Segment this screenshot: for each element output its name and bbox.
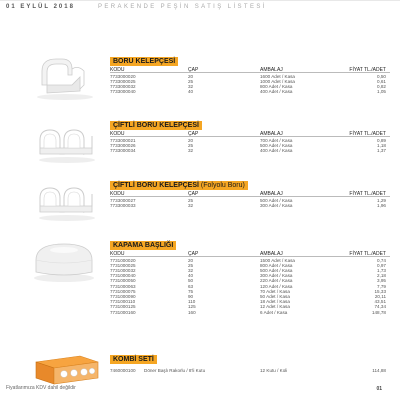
cell-fiyat: 0,50 [377,73,386,79]
cell-fiyat: 1,37 [377,147,386,153]
cell-fiyat: 15,33 [374,288,386,294]
cell-cap: 25 [188,78,194,84]
header-date: 01 EYLÜL 2018 [6,4,75,10]
table-header [110,191,390,197]
cell-fiyat: 0,61 [377,78,386,84]
col-kod: KODU [110,131,125,137]
cell-cap: 25 [188,142,194,148]
cell-ambalaj: 1600 Adet / Kasa [260,73,295,79]
table-row [110,203,390,208]
cell-kod: 7733000027 [110,197,136,203]
cell-ambalaj: 300 Adet / Kasa [260,273,293,279]
cell-kod: 7731000025 [110,262,136,268]
end-cap-image [30,238,98,284]
section-title-kombi-seti: KOMBİ SETİ [110,355,157,364]
col-cap: ÇAP [188,131,199,137]
cell-ambalaj: 400 Adet / Kasa [260,89,293,95]
cell-ambalaj: 12 Kutu / Koli [260,368,288,373]
section-title-ciftli-boru-kelepcesi-folyolu: ÇİFTLİ BORU KELEPÇESİ (Folyolu Boru) [110,181,248,190]
cell-cap: 110 [188,299,196,305]
cell-kod: 7733000033 [110,202,136,208]
cell-fiyat: 7,79 [377,283,386,289]
cell-fiyat: 1,05 [377,89,386,95]
cell-fiyat: 0,89 [377,137,386,143]
cell-kod: 7733000034 [110,147,136,153]
combi-set-box-image [32,350,102,386]
cell-ambalaj: 1500 Adet / Kasa [260,257,295,263]
cell-ambalaj: 18 Adet / Kasa [260,299,290,305]
footer-note: Fiyatlarımıza KDV dahil değildir [6,385,76,391]
cell-kod: 7733000021 [110,137,136,143]
cell-fiyat: 0,97 [377,262,386,268]
cell-kod: 7733000025 [110,78,136,84]
cell-ambalaj: 1000 Adet / Kasa [260,78,295,84]
header-title: PERAKENDE PEŞİN SATIŞ LİSTESİ [98,4,267,10]
cell-kod: 7731000125 [110,304,136,310]
cell-kod: 7733000032 [110,83,136,89]
cell-cap: 25 [188,197,194,203]
section-subtitle: (Folyolu Boru) [200,182,245,189]
cell-fiyat: 43,51 [374,299,386,305]
col-ambalaj: AMBALAJ [260,131,283,137]
cell-ambalaj: 220 Adet / Kasa [260,278,293,284]
cell-ambalaj: 800 Adet / Kasa [260,83,293,89]
cell-kod: 7731000040 [110,273,136,279]
cell-fiyat: 1,29 [377,197,386,203]
cell-cap: 20 [188,257,194,263]
col-cap: ÇAP [188,191,199,197]
pipe-clamp-image [32,55,98,101]
cell-cap: 32 [188,267,194,273]
double-pipe-clamp-image [34,120,100,166]
cell-ambalaj: 6 Adet / Kasa [260,309,288,315]
cell-fiyat: 2,18 [377,273,386,279]
col-cap: ÇAP [188,251,199,257]
cell-fiyat: 1,96 [377,202,386,208]
cell-cap: 125 [188,304,196,310]
page-header [0,0,400,14]
cell-cap: 32 [188,83,194,89]
cell-cap: 63 [188,283,194,289]
table-header [110,251,390,257]
cell-ambalaj: 500 Adet / Kasa [260,267,293,273]
cell-kod: 7733000040 [110,89,136,95]
cell-fiyat: 114,88 [372,368,386,373]
table-header [110,67,390,73]
cell-fiyat: 1,73 [377,267,386,273]
cell-cap: 32 [188,147,194,153]
cell-cap: 90 [188,293,194,299]
cell-cap: 50 [188,278,194,284]
cell-cap: Döner Başlı Rakorlu / 8'li Kutu [144,368,206,373]
cell-fiyat: 1,18 [377,142,386,148]
cell-ambalaj: 700 Adet / Kasa [260,137,293,143]
page-number: 01 [376,386,382,392]
cell-cap: 25 [188,262,194,268]
col-fiyat: FİYAT TL./ADET [349,251,386,257]
cell-kod: 7731000075 [110,288,136,294]
table-row [110,368,390,373]
cell-ambalaj: 50 Adet / Kasa [260,293,290,299]
cell-ambalaj: 12 Adet / Kasa [260,304,290,310]
col-fiyat: FİYAT TL./ADET [349,131,386,137]
table-row [110,89,390,94]
cell-kod: 7731000160 [110,309,136,315]
section-title-boru-kelepcesi: BORU KELEPÇESİ [110,57,178,66]
cell-fiyat: 20,11 [374,293,386,299]
double-pipe-clamp-foil-image [34,178,100,224]
cell-ambalaj: 120 Adet / Kasa [260,283,293,289]
cell-kod: 7731000032 [110,267,136,273]
cell-cap: 32 [188,202,194,208]
cell-fiyat: 0,82 [377,83,386,89]
cell-ambalaj: 300 Adet / Kasa [260,202,293,208]
cell-ambalaj: 500 Adet / Kasa [260,142,293,148]
cell-kod: 7733000020 [110,73,136,79]
table-row [110,310,390,315]
col-cap: ÇAP [188,67,199,73]
cell-ambalaj: 800 Adet / Kasa [260,262,293,268]
cell-ambalaj: 500 Adet / Kasa [260,197,293,203]
cell-kod: 7731000090 [110,293,136,299]
cell-fiyat: 0,74 [377,257,386,263]
cell-ambalaj: 70 Adet / Kasa [260,288,290,294]
cell-cap: 40 [188,89,194,95]
section-title-ciftli-boru-kelepcesi: ÇİFTLİ BORU KELEPÇESİ [110,121,202,130]
col-ambalaj: AMBALAJ [260,191,283,197]
cell-ambalaj: 400 Adet / Kasa [260,147,293,153]
cell-cap: 40 [188,273,194,279]
cell-kod: 7731000020 [110,257,136,263]
col-ambalaj: AMBALAJ [260,67,283,73]
col-kod: KODU [110,191,125,197]
cell-fiyat: 3,95 [377,278,386,284]
cell-cap: 75 [188,288,194,294]
cell-cap: 20 [188,137,194,143]
table-header [110,131,390,137]
col-ambalaj: AMBALAJ [260,251,283,257]
section-title-kapama-basligi: KAPAMA BAŞLIĞI [110,241,176,250]
cell-cap: 20 [188,73,194,79]
col-kod: KODU [110,67,125,73]
table-row [110,148,390,153]
cell-kod: 7731000110 [110,299,136,305]
cell-kod: 7731000050 [110,278,136,284]
cell-fiyat: 74,34 [374,304,386,310]
header-rule [0,0,400,1]
cell-fiyat: 148,78 [371,309,386,315]
cell-kod: 7731000063 [110,283,136,289]
col-fiyat: FİYAT TL./ADET [349,191,386,197]
cell-kod: 7733000026 [110,142,136,148]
col-fiyat: FİYAT TL./ADET [349,67,386,73]
cell-kod: 7460000100 [110,368,136,373]
cell-cap: 160 [188,309,196,315]
col-kod: KODU [110,251,125,257]
